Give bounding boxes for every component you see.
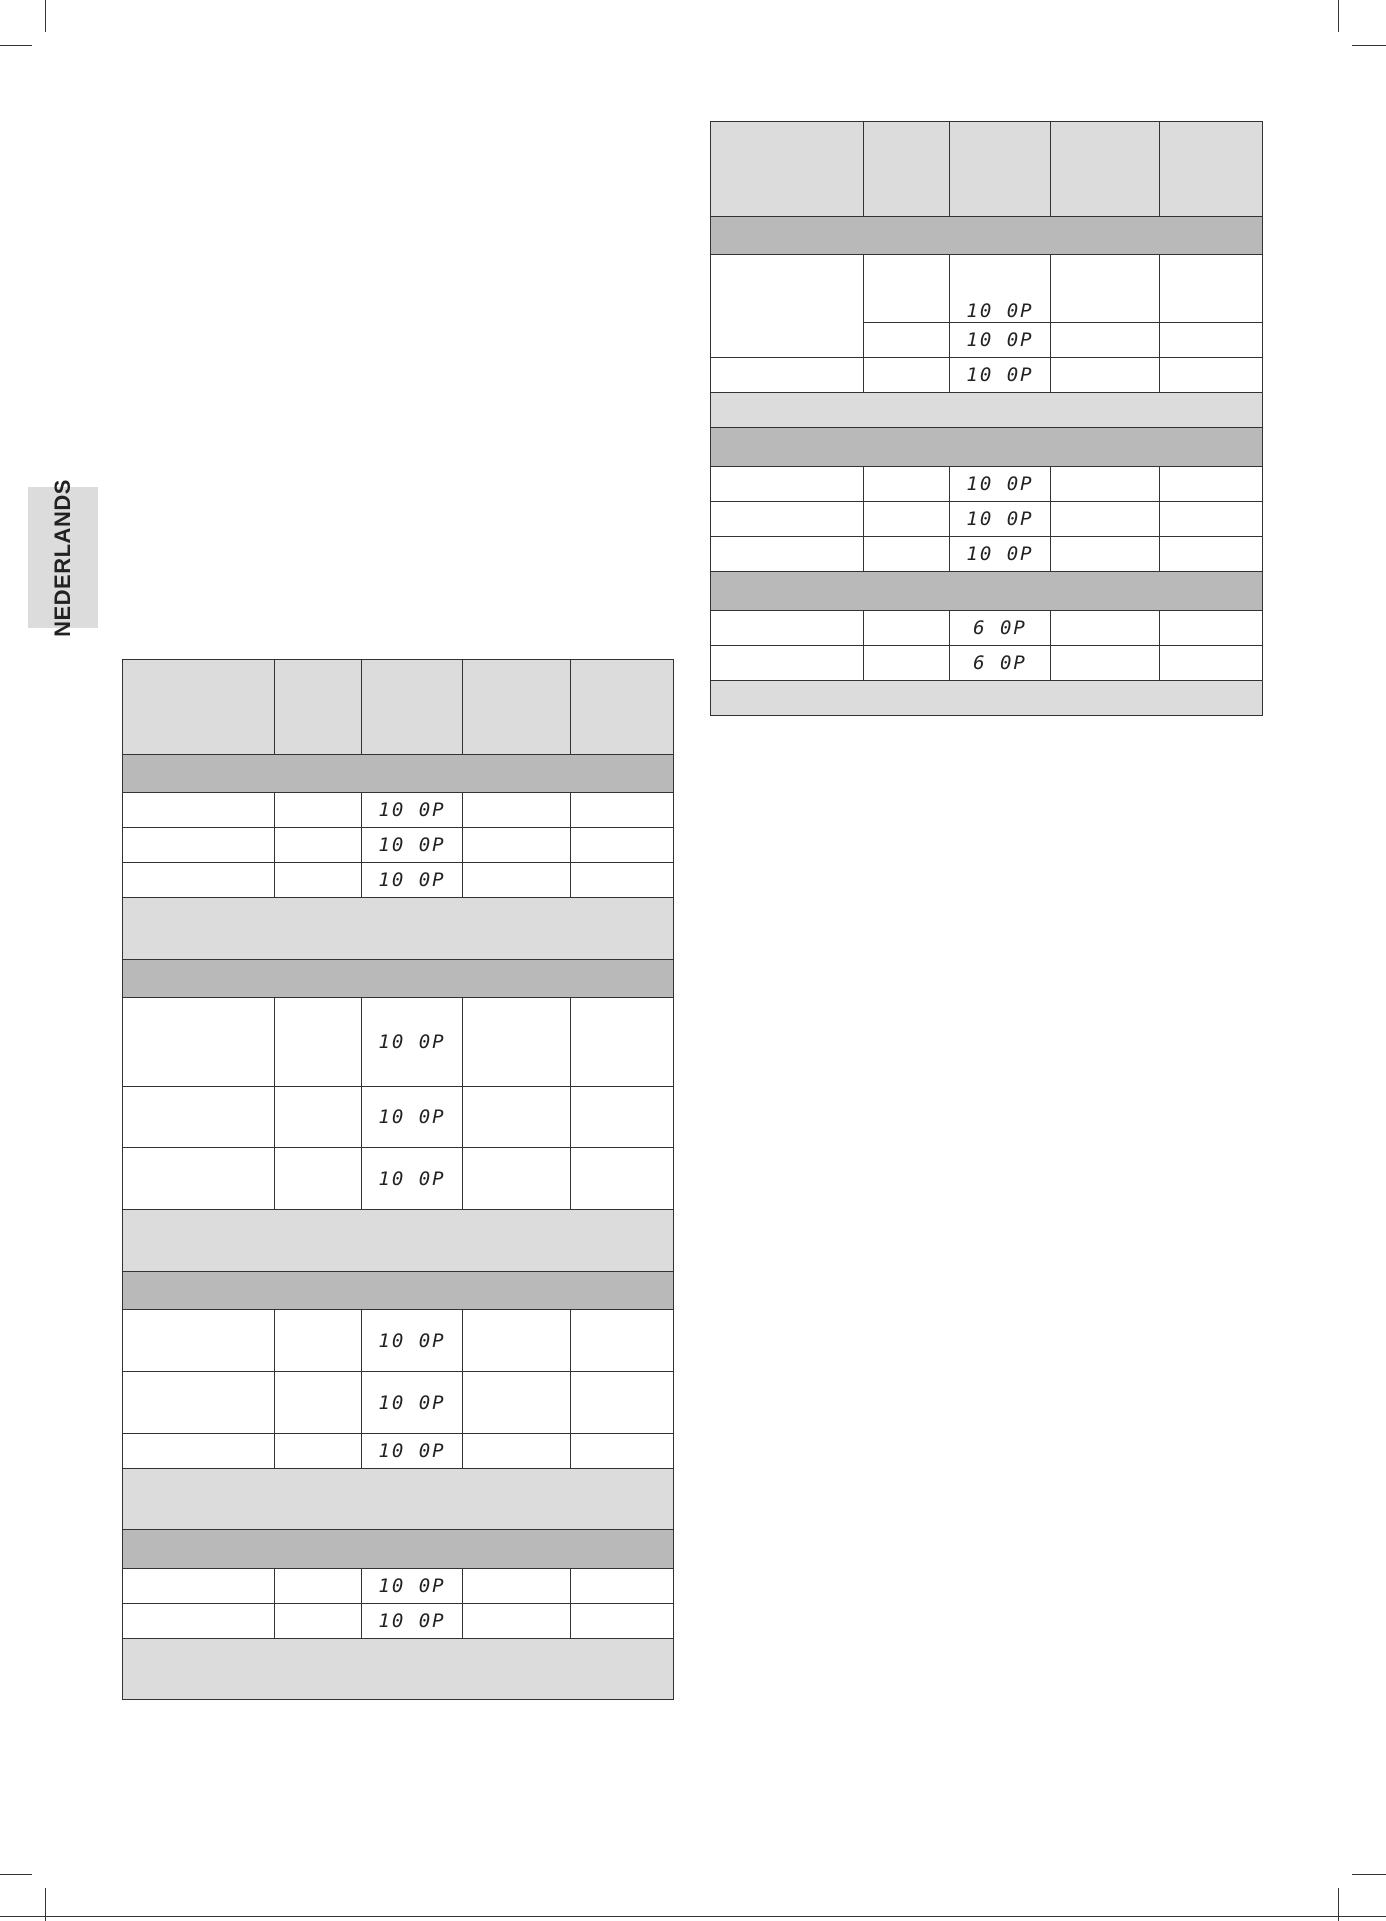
table-row	[123, 1087, 674, 1148]
section-row	[123, 755, 674, 793]
table-header-row	[711, 122, 1263, 217]
cooking-table-left	[122, 659, 674, 1700]
note-row	[123, 1469, 674, 1530]
note-row	[711, 393, 1263, 428]
crop-mark-bottom-right-h	[1352, 1874, 1386, 1875]
lcd-power-display: 10 0P	[966, 473, 1034, 495]
header-cell	[950, 122, 1051, 217]
lcd-power-display: 10 0P	[378, 1031, 446, 1053]
note-row	[123, 1210, 674, 1272]
note-row	[711, 681, 1263, 716]
header-cell	[571, 660, 674, 755]
note-row	[123, 898, 674, 960]
lcd-power-display: 10 0P	[966, 508, 1034, 530]
header-cell	[463, 660, 571, 755]
header-cell	[864, 122, 950, 217]
lcd-power-display: 10 0P	[378, 799, 446, 821]
cooking-table-right	[710, 121, 1263, 716]
table-row	[123, 1434, 674, 1469]
lcd-power-display: 10 0P	[378, 1610, 446, 1632]
header-cell	[1160, 122, 1263, 217]
table-header-row	[123, 660, 674, 755]
table-row	[123, 1310, 674, 1372]
note-row	[123, 1639, 674, 1700]
header-cell	[362, 660, 463, 755]
section-row	[711, 428, 1263, 467]
section-row	[123, 1530, 674, 1569]
lcd-power-display: 10 0P	[966, 364, 1034, 386]
lcd-power-display: 10 0P	[378, 1575, 446, 1597]
header-cell	[123, 660, 275, 755]
section-row	[711, 572, 1263, 611]
lcd-power-display: 10 0P	[378, 1167, 446, 1190]
lcd-power-display: 10 0P	[378, 1440, 446, 1462]
table-row	[123, 998, 674, 1087]
table-row	[711, 646, 1263, 681]
crop-mark-top-left-h	[0, 45, 32, 46]
table-row	[711, 502, 1263, 537]
language-tab	[28, 478, 98, 637]
table-row	[123, 863, 674, 898]
crop-mark-top-right-h	[1352, 45, 1386, 46]
section-row	[711, 217, 1263, 255]
table-row	[711, 358, 1263, 393]
table-row	[123, 828, 674, 863]
header-cell	[275, 660, 362, 755]
table-row	[123, 793, 674, 828]
table-row	[123, 1604, 674, 1639]
table-row	[711, 467, 1263, 502]
section-row	[123, 960, 674, 998]
lcd-power-display: 10 0P	[966, 300, 1034, 322]
crop-mark-bottom-left-h	[0, 1874, 32, 1875]
table-row	[711, 255, 1263, 323]
table-row	[711, 537, 1263, 572]
lcd-power-display: 10 0P	[378, 1391, 446, 1414]
lcd-power-display: 10 0P	[966, 329, 1034, 351]
table-row	[123, 1148, 674, 1210]
crop-mark-top-right-v	[1338, 0, 1339, 32]
lcd-power-display: 10 0P	[378, 869, 446, 891]
lcd-power-display: 10 0P	[378, 834, 446, 856]
lcd-power-display: 10 0P	[966, 543, 1034, 565]
crop-mark-top-left-v	[45, 0, 46, 32]
header-cell	[711, 122, 864, 217]
lcd-power-display: 6 0P	[973, 652, 1027, 674]
page-bottom-rule	[0, 1916, 1386, 1917]
lcd-power-display: 6 0P	[973, 617, 1027, 639]
lcd-power-display: 10 0P	[378, 1329, 446, 1352]
header-cell	[1051, 122, 1160, 217]
table-row	[123, 1569, 674, 1604]
language-tab-label: NEDERLANDS	[50, 478, 76, 637]
table-row	[123, 1372, 674, 1434]
section-row	[123, 1272, 674, 1310]
lcd-power-display: 10 0P	[378, 1106, 446, 1128]
table-row	[711, 611, 1263, 646]
